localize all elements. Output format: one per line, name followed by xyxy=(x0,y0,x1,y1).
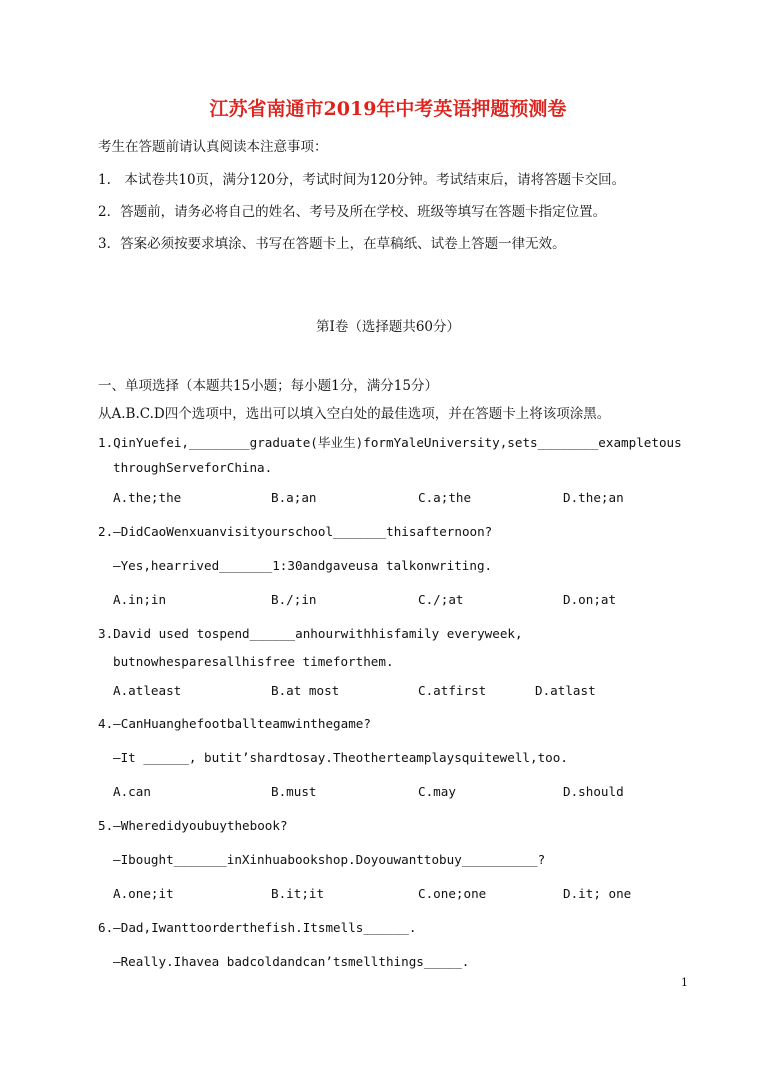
part-title: 第Ⅰ卷（选择题共60分） xyxy=(315,319,460,335)
option-b: B.it;it xyxy=(271,886,325,901)
question-1-line-1: 1.QinYuefei,________graduate(毕业生)formYaleUniversity,sets________exampletous xyxy=(98,435,682,450)
option-b: B./;in xyxy=(271,592,317,607)
question-2-line-2: —Yes,hearrived_______1:30andgaveusa talkonwriting. xyxy=(113,558,493,573)
section-instruction: 从A.B.C.D四个选项中，选出可以填入空白处的最佳选项，并在答题卡上将该项涂黑。 xyxy=(98,406,611,422)
option-c: C.a;the xyxy=(418,490,472,505)
question-5-line-1: 5.—Wheredidyoubuythebook? xyxy=(98,818,288,833)
question-5-line-2: —Ibought_______inXinhuabookshop.Doyouwanttobuy__________? xyxy=(113,852,546,867)
question-4-line-1: 4.—CanHuanghefootballteamwinthegame? xyxy=(98,716,371,731)
option-a: A.can xyxy=(113,784,151,799)
question-3-line-2: butnowhesparesallhisfree timeforthem. xyxy=(113,654,394,669)
option-c: C.one;one xyxy=(418,886,487,901)
page-number: 1 xyxy=(681,976,688,989)
option-d: D.should xyxy=(563,784,624,799)
option-c: C.atfirst xyxy=(418,683,487,698)
exam-title: 江苏省南通市2019年中考英语押题预测卷 xyxy=(209,98,567,120)
option-a: A.one;it xyxy=(113,886,174,901)
question-6-line-2: —Really.Ihavea badcoldandcan’tsmellthings_____. xyxy=(113,954,470,969)
option-d: D.it; one xyxy=(563,886,632,901)
option-d: D.the;an xyxy=(563,490,624,505)
question-1-line-2: throughServeforChina. xyxy=(113,460,273,475)
option-d: D.on;at xyxy=(563,592,617,607)
option-b: B.must xyxy=(271,784,317,799)
question-4-line-2: —It ______, butit’shardtosay.Theotherteamplaysquitewell,too. xyxy=(113,750,568,765)
notice-item-1: 1. 本试卷共10页，满分120分，考试时间为120分钟。考试结束后，请将答题卡交回。 xyxy=(98,172,626,188)
question-2-line-1: 2.—DidCaoWenxuanvisityourschool_______thisafternoon? xyxy=(98,524,493,539)
section-title: 一、单项选择（本题共15小题；每小题1分，满分15分） xyxy=(98,378,438,394)
option-a: A.atleast xyxy=(113,683,182,698)
option-c: C.may xyxy=(418,784,456,799)
option-b: B.at most xyxy=(271,683,340,698)
option-c: C./;at xyxy=(418,592,464,607)
question-3-line-1: 3.David used tospend______anhourwithhisfamily everyweek, xyxy=(98,626,523,641)
question-6-line-1: 6.—Dad,Iwanttoorderthefish.Itsmells______. xyxy=(98,920,417,935)
notice-item-2: 2．答题前，请务必将自己的姓名、考号及所在学校、班级等填写在答题卡指定位置。 xyxy=(98,204,607,220)
option-b: B.a;an xyxy=(271,490,317,505)
option-a: A.in;in xyxy=(113,592,167,607)
notice-intro: 考生在答题前请认真阅读本注意事项： xyxy=(98,139,328,155)
option-d: D.atlast xyxy=(535,683,596,698)
option-a: A.the;the xyxy=(113,490,182,505)
notice-item-3: 3．答案必须按要求填涂、书写在答题卡上，在草稿纸、试卷上答题一律无效。 xyxy=(98,236,566,252)
